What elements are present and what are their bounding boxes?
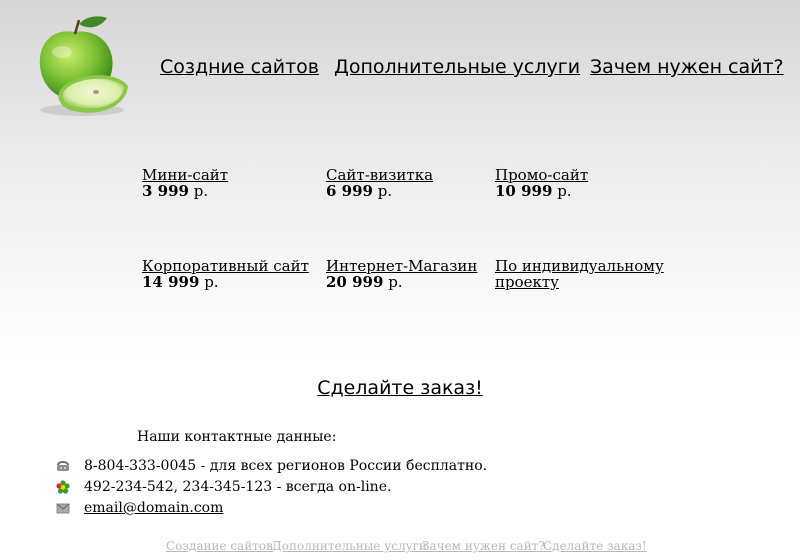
icq-text: 492-234-542, 234-345-123 - всегда on-line. [84,479,392,495]
phone-icon [56,459,70,473]
offer-title[interactable]: Сайт-визитка [326,166,434,184]
footer-link-additional-services[interactable]: Дополнительные услуги [272,539,427,553]
offer-corporate-site [142,258,309,290]
offer-title-line1[interactable]: По индивидуальному [495,257,664,275]
offer-custom-project [495,258,664,290]
nav-link-why-website[interactable]: Зачем нужен сайт? [590,56,784,78]
nav-link-additional-services[interactable]: Дополнительные услуги [334,56,581,78]
contact-icq [56,478,391,496]
offer-title[interactable]: Промо-сайт [495,166,589,184]
footer-link-order[interactable]: Сделайте заказ! [543,539,647,553]
offer-mini-site [142,167,228,199]
contacts-heading: Наши контактные данные: [137,429,337,445]
email-link[interactable]: email@domain.com [84,500,224,516]
nav-link-site-creation[interactable]: Создние сайтов [160,56,319,78]
offer-title[interactable]: Мини-сайт [142,166,229,184]
contact-email [56,499,223,517]
offer-title[interactable]: Корпоративный сайт [142,257,309,275]
footer-link-site-creation[interactable]: Создание сайтов [166,539,273,553]
offer-price: 10 999 р. [495,182,572,200]
offer-price: 20 999 р. [326,273,403,291]
offer-business-card-site [326,167,433,199]
footer-link-why-website[interactable]: Зачем нужен сайт? [422,539,545,553]
order-link[interactable]: Сделайте заказ! [317,377,483,399]
offer-price: 3 999 р. [142,182,209,200]
top-navigation [0,56,800,86]
contact-phone [56,457,487,475]
offer-title-line2[interactable]: проекту [495,273,560,291]
offer-price: 14 999 р. [142,273,219,291]
offer-online-store [326,258,477,290]
icq-flower-icon [56,480,70,494]
order-cta [0,377,800,399]
offer-title[interactable]: Интернет-Магазин [326,257,478,275]
offer-promo-site [495,167,588,199]
offer-price: 6 999 р. [326,182,393,200]
envelope-icon [56,501,70,515]
phone-text: 8-804-333-0045 - для всех регионов России бесплатно. [84,458,488,474]
